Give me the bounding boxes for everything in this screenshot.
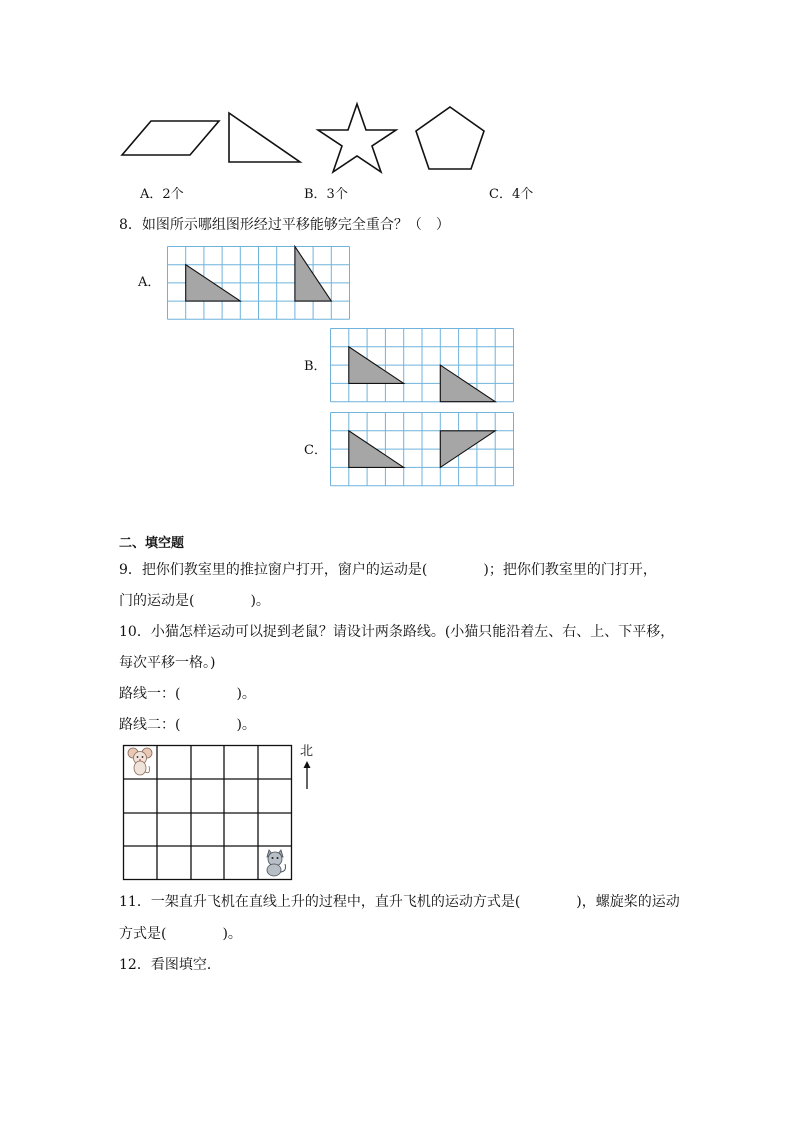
q8-option-c-grid[interactable] <box>330 412 514 489</box>
section-title: 二、填空题 <box>119 536 185 551</box>
q11-line1: 11．一架直升飞机在直线上升的过程中，直升飞机的运动方式是( )，螺旋桨的运动 <box>119 894 680 910</box>
north-label: 北 <box>300 744 314 759</box>
q8-option-b-grid[interactable] <box>330 328 514 405</box>
q10-line1: 10．小猫怎样运动可以捉到老鼠？请设计两条路线。(小猫只能沿着左、右、上、下平移， <box>119 624 675 640</box>
q7-option-b[interactable]: B．3个 <box>304 187 348 202</box>
star-shape <box>318 104 396 172</box>
q8-option-a-label[interactable]: A． <box>138 275 161 290</box>
q10-route1: 路线一：( )。 <box>119 686 256 702</box>
north-arrow-icon <box>301 761 313 791</box>
q8-question: 8．如图所示哪组图形经过平移能够完全重合？（ ） <box>119 217 450 233</box>
right-triangle-shape <box>229 113 300 162</box>
cat-mouse-grid <box>123 745 293 881</box>
cat-icon <box>267 850 286 876</box>
mouse-icon <box>128 748 152 775</box>
q9-line1: 9．把你们教室里的推拉窗户打开，窗户的运动是( )；把你们教室里的门打开， <box>119 562 657 578</box>
q8-option-c-label[interactable]: C． <box>304 443 327 458</box>
q8-option-a-grid[interactable] <box>167 246 350 321</box>
q9-line2: 门的运动是( )。 <box>119 593 270 609</box>
pentagon-shape <box>416 107 484 169</box>
q12-question: 12．看图填空． <box>119 957 221 973</box>
q7-option-a[interactable]: A．2个 <box>140 187 184 202</box>
q7-option-c[interactable]: C．4个 <box>489 187 534 202</box>
q7-shapes <box>0 0 794 210</box>
parallelogram-shape <box>122 121 219 155</box>
q11-line2: 方式是( )。 <box>119 926 242 942</box>
q10-line2: 每次平移一格。) <box>119 655 216 671</box>
q8-option-b-label[interactable]: B． <box>304 359 327 374</box>
q10-route2: 路线二：( )。 <box>119 717 256 733</box>
